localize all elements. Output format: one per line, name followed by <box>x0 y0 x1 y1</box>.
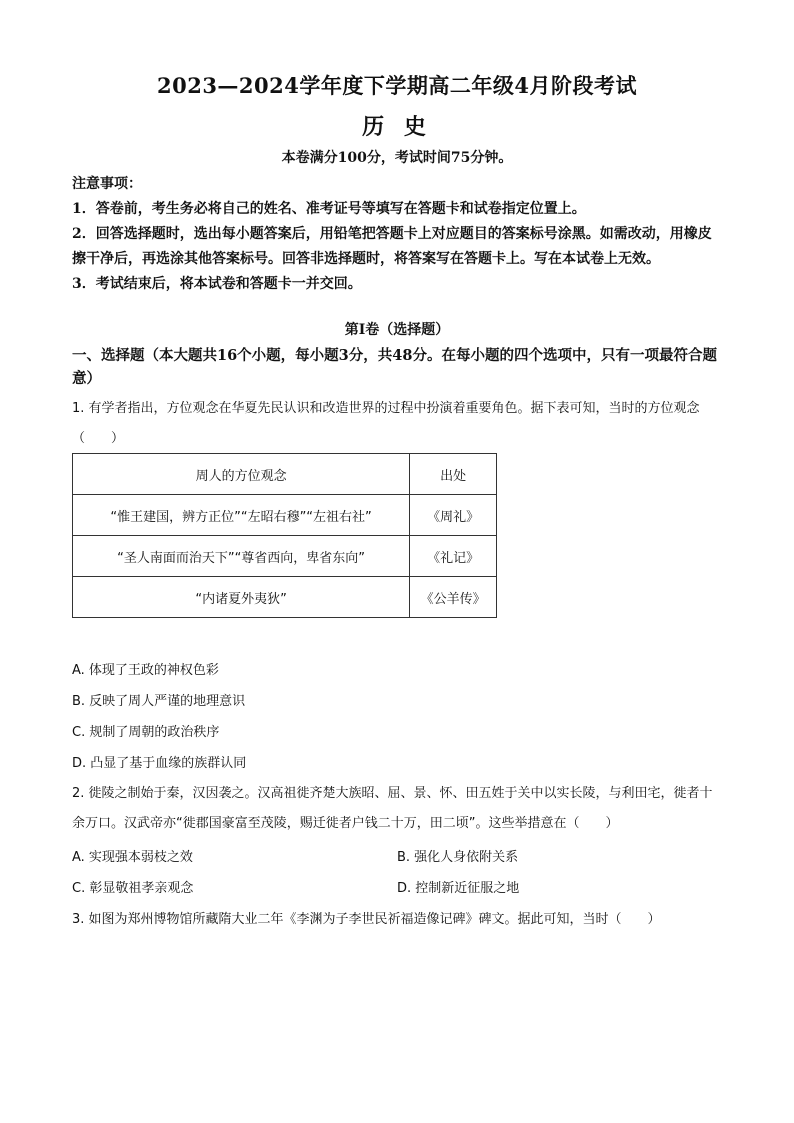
table-header-row <box>73 454 497 495</box>
notes-block <box>72 172 724 297</box>
option-c: C. 规制了周朝的政治秩序 <box>72 725 220 740</box>
question-2-text: 2. 徙陵之制始于秦，汉因袭之。汉高祖徙齐楚大族昭、屈、景、怀、田五姓于关中以实长陵，与利田宅，徙者十余万口。汉武帝亦“徙郡国豪富至茂陵，赐迁徙者户钱二十万，田二顷”。这些举措意在（ ） <box>72 786 713 831</box>
table-cell: “圣人南面而治天下”“尊省西向，卑省东向” <box>73 536 410 577</box>
question-3-stem <box>72 905 724 935</box>
exam-subject: 历 史 <box>362 114 432 140</box>
note-item: 1．答卷前，考生务必将自己的姓名、准考证号等填写在答题卡和试卷指定位置上。 <box>72 201 586 217</box>
question-2-stem <box>72 779 724 839</box>
option-d: D. 控制新近征服之地 <box>397 881 520 896</box>
table-row <box>73 577 497 618</box>
notes-heading: 注意事项： <box>72 176 142 192</box>
option-d: D. 凸显了基于血缘的族群认同 <box>72 756 247 771</box>
question-3-text: 3. 如图为郑州博物馆所藏隋大业二年《李渊为子李世民祈福造像记碑》碑文。据此可知，当时（ ） <box>72 912 661 927</box>
question-1-stem <box>72 394 724 454</box>
option-b: B. 反映了周人严谨的地理意识 <box>72 694 246 709</box>
exam-title: 2023—2024学年度下学期高二年级4月阶段考试 <box>156 73 637 98</box>
note-item: 2．回答选择题时，选出每小题答案后，用铅笔把答题卡上对应题目的答案标号涂黑。如需改动，用橡皮擦干净后，再选涂其他答案标号。回答非选择题时，将答案写在答题卡上。写在本试卷上无效。 <box>72 226 712 267</box>
table-header-cell: 出处 <box>410 454 497 495</box>
option-c: C. 彰显敬祖孝亲观念 <box>72 881 194 896</box>
table-cell: “惟王建国，辨方正位”“左昭右穆”“左祖右社” <box>73 495 410 536</box>
table-cell: 《周礼》 <box>410 495 497 536</box>
note-item: 3．考试结束后，将本试卷和答题卡一并交回。 <box>72 276 362 292</box>
score-line: 本卷满分100分，考试时间75分钟。 <box>281 150 513 166</box>
option-a: A. 实现强本弱枝之效 <box>72 850 193 865</box>
table-cell: 《礼记》 <box>410 536 497 577</box>
table-row <box>73 495 497 536</box>
table-header-cell: 周人的方位观念 <box>73 454 410 495</box>
section-description: 一、选择题（本大题共16个小题，每小题3分，共48分。在每小题的四个选项中，只有一项最符合题意） <box>72 347 717 387</box>
question-1-options <box>72 655 724 779</box>
table-cell: 《公羊传》 <box>410 577 497 618</box>
table-cell: “内诸夏外夷狄” <box>73 577 410 618</box>
question-1-table <box>72 453 497 618</box>
option-b: B. 强化人身依附关系 <box>397 850 519 865</box>
question-2-options <box>72 842 724 904</box>
option-a: A. 体现了王政的神权色彩 <box>72 663 219 678</box>
section-title: 第Ⅰ卷（选择题） <box>344 322 450 338</box>
table-row <box>73 536 497 577</box>
question-1-text: 1. 有学者指出，方位观念在华夏先民认识和改造世界的过程中扮演着重要角色。据下表可知，当时的方位观念（ ） <box>72 401 700 446</box>
